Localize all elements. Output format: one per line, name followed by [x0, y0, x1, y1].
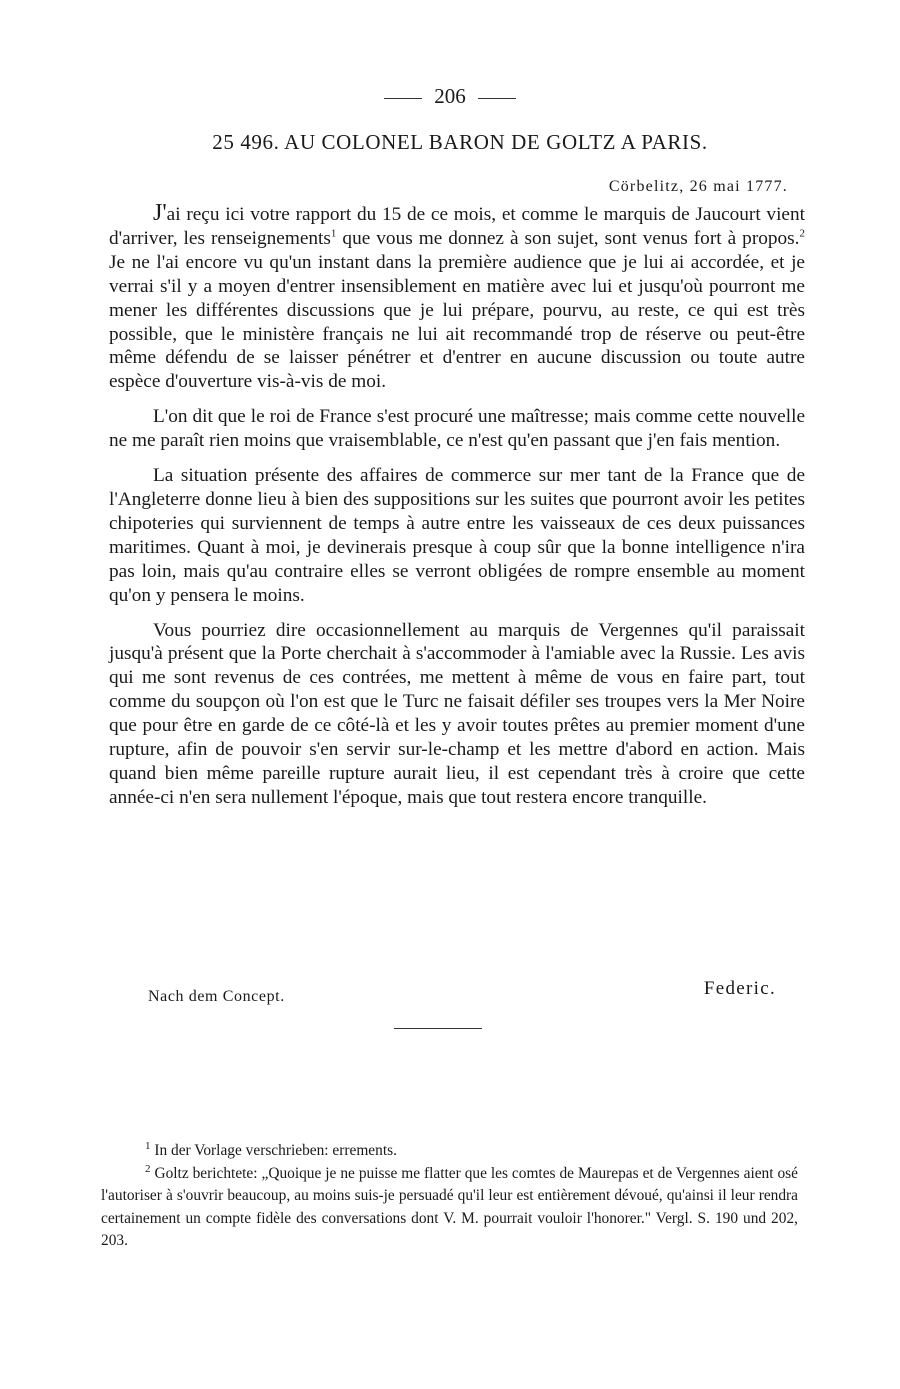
footnote-ref-1: 1	[330, 227, 337, 240]
header-dash-right	[478, 98, 516, 99]
paragraph-4: Vous pourriez dire occasionnellement au marquis de Vergennes qu'il paraissait jusqu'à présent que la Porte cherchait à s'accommoder à l'amiable avec la Russie. Les avis qui me sont revenus de ces contrées, me mettent à même de vous en faire part, tout comme du soupçon où l'on est que le Turc ne faisait défiler ses troupes vers la Mer Noire que pour être en garde de ce côté-là et les y avoir toutes prêtes au premier moment d'une rupture, afin de pouvoir s'en servir sur-le-champ et les mettre d'abord en action. Mais quand bien même pareille rupture aurait lieu, il est cependant très à croire que cette année-ci n'en sera nullement l'époque, mais que tout restera encore tranquille.	[109, 619, 805, 808]
page-number-header	[0, 84, 900, 109]
paragraph-1	[109, 202, 805, 394]
separator-rule	[394, 1028, 482, 1029]
header-dash-left	[384, 98, 422, 99]
footnote-1	[101, 1140, 798, 1163]
paragraph-1-part-1: J'ai reçu ici votre rapport du 15 de ce mois, et comme le marquis de Jaucourt vient d'arriver, les renseignements	[109, 200, 805, 249]
paragraph-3: La situation présente des affaires de commerce sur mer tant de la France que de l'Angleterre donne lieu à bien des suppositions sur les suites que pourront avoir les petites chipoteries qui surviennent de temps à autre entre les vaisseaux de ces deux puissances maritimes. Quant à moi, je devinerais presque à coup sûr que la bonne intelligence n'ira pas loin, mais qu'au contraire elles se verront obligées de rompre ensemble au moment qu'on y pensera le moins.	[109, 465, 805, 606]
footnote-2-text: Goltz berichtete: „Quoique je ne puisse me flatter que les comtes de Maurepas et de Vergennes aient osé l'autoriser à s'ouvrir beaucoup, au moins suis-je persuadé qu'il leur est entièrement dévoué, qu'ainsi il leur rendra certainement un compte fidèle des conversations dont V. M. pourrait vouloir l'honorer." Vergl. S. 190 und 202, 203.	[101, 1164, 798, 1249]
footnote-ref-2: 2	[799, 227, 805, 240]
paragraph-1-part-3: Je ne l'ai encore vu qu'un instant dans la première audience que je lui ai accordée, et je verrai s'il y a moyen d'entrer insensiblement en matière avec lui et jusqu'où pourront me mener les différentes discussions que je lui prépare, pourvu, au reste, ce qui est très possible, que le ministère français ne lui ait recommandé trop de réserve ou peut-être même défendu de se laisser pénétrer et d'entrer en aucune discussion ou toute autre espèce d'ouverture vis-à-vis de moi.	[109, 251, 805, 393]
signature: Federic.	[703, 978, 776, 999]
paragraph-2: L'on dit que le roi de France s'est procuré une maîtresse; mais comme cette nouvelle ne me paraît rien moins que vraisemblable, ce n'est qu'en passant que j'en fais mention.	[109, 406, 805, 452]
paragraph-1-part-2: que vous me donnez à son sujet, sont venus fort à propos.	[336, 227, 800, 249]
footnote-2	[101, 1163, 798, 1253]
letter-body	[109, 202, 805, 821]
footnotes	[101, 1140, 798, 1253]
dateline: Cörbelitz, 26 mai 1777.	[608, 178, 788, 195]
footnote-1-text: In der Vorlage verschrieben: errements.	[150, 1142, 397, 1159]
footnote-2-mark: 2	[145, 1162, 151, 1175]
footnote-1-mark: 1	[145, 1139, 151, 1152]
letter-title: 25 496. AU COLONEL BARON DE GOLTZ A PARIS.	[212, 130, 708, 154]
page-number: 206	[434, 84, 466, 108]
source-note: Nach dem Concept.	[148, 988, 285, 1005]
